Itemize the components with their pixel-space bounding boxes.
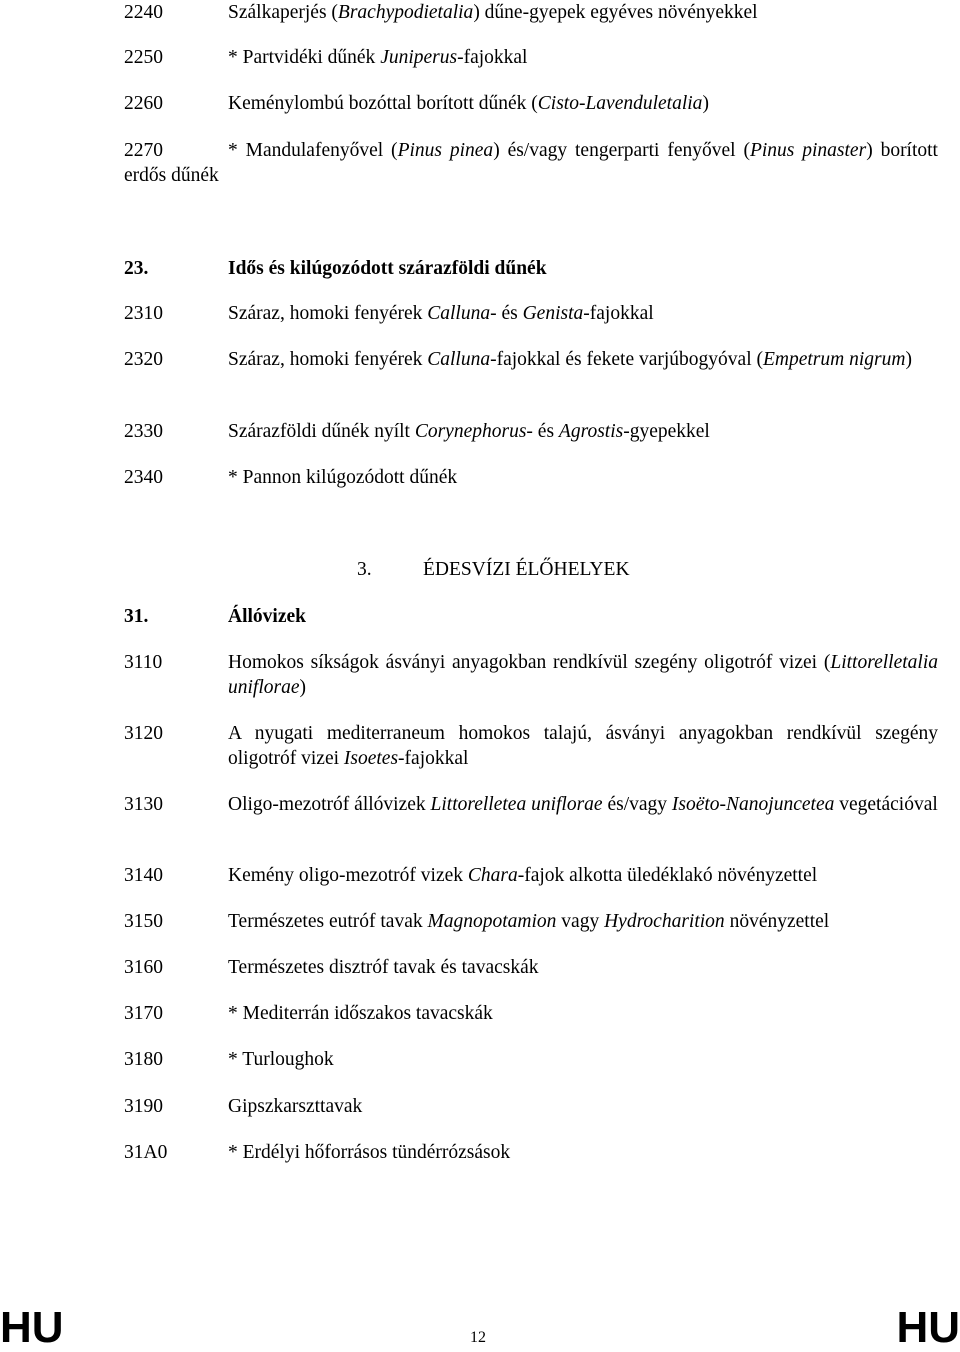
chapter-title: ÉDESVÍZI ÉLŐHELYEK [423,559,630,580]
italic-text-run: Chara [467,865,518,886]
text-run: és/vagy [602,794,672,815]
section-number: 31. [124,606,149,627]
habitat-entry-2260 [124,91,938,116]
habitat-code: 2260 [124,93,163,114]
text-run: Száraz, homoki fenyérek [228,349,428,370]
text-run: Szálkaperjés ( [228,2,338,23]
habitat-entry-3190 [124,1094,938,1119]
italic-text-run: Magnopotamion [427,911,557,932]
section-heading-31 [124,604,306,629]
text-run: Oligo-mezotróf állóvizek [228,794,431,815]
text-run: -fajokkal [457,47,528,68]
italic-text-run: Empetrum nigrum [762,349,906,370]
chapter-heading [357,557,630,582]
habitat-description [228,349,912,370]
footer-country-code-right: HU [896,1303,960,1352]
section-number: 23. [124,258,149,279]
habitat-code: 3130 [124,794,163,815]
habitat-entry-3140 [124,863,938,888]
habitat-code: 3150 [124,911,163,932]
habitat-entry-2240 [124,0,938,25]
italic-text-run: Isoetes [343,748,399,769]
text-run: Homokos síkságok ásványi anyagokban rendkívül szegény oligotróf vizei ( [228,652,831,673]
text-run: ) borított erdős dűnék [124,140,938,186]
text-run: ) dűne-gyepek egyéves növényekkel [473,2,758,23]
habitat-entry-31A0 [124,1140,938,1165]
italic-text-run: Isoëto-Nanojuncetea [671,794,835,815]
italic-text-run: Pinus pinaster [749,140,867,161]
habitat-description [228,93,709,114]
habitat-description [228,792,938,817]
habitat-entry-3130 [124,792,938,817]
italic-text-run: Agrostis [558,421,624,442]
text-run: -fajok alkotta üledéklakó növényzettel [517,865,818,886]
habitat-entry-2250 [124,45,938,70]
text-run: Természetes disztróf tavak és tavacskák [228,957,539,978]
italic-text-run: Corynephorus [414,421,527,442]
text-run: * Erdélyi hőforrásos tündérrózsások [228,1142,511,1163]
habitat-entry-2330 [124,419,938,444]
text-run: -fajokkal [583,303,654,324]
habitat-code: 3180 [124,1049,163,1070]
habitat-code: 2340 [124,467,163,488]
habitat-code: 3110 [124,652,163,673]
habitat-code: 2250 [124,47,163,68]
text-run: ) [905,349,912,370]
italic-text-run: Littorelletea uniflorae [430,794,603,815]
habitat-description [228,1047,938,1072]
habitat-description [228,1140,938,1165]
text-run: Keménylombú bozóttal borított dűnék ( [228,93,538,114]
habitat-description [228,863,938,888]
text-run: * Mandulafenyővel ( [228,140,398,161]
habitat-code: 2320 [124,349,163,370]
italic-text-run: Calluna [427,303,491,324]
habitat-entry-2310 [124,301,938,326]
text-run: * Mediterrán időszakos tavacskák [228,1003,493,1024]
habitat-code: 2330 [124,421,163,442]
text-run: - és [490,303,523,324]
italic-text-run: Littorelletalia uniflorae [228,652,938,698]
habitat-code: 3190 [124,1096,163,1117]
italic-text-run: Genista [522,303,584,324]
text-run: - és [526,421,559,442]
habitat-code: 31A0 [124,1142,168,1163]
habitat-entry-2320 [124,347,938,372]
text-run: vagy [556,911,605,932]
habitat-description [228,467,457,488]
habitat-description [228,650,938,700]
habitat-description [228,47,527,68]
section-title: Idős és kilúgozódott szárazföldi dűnék [228,258,547,279]
italic-text-run: Hydrocharition [604,911,725,932]
italic-text-run: Juniperus [380,47,458,68]
chapter-number: 3. [357,559,372,580]
habitat-description [228,303,654,324]
habitat-description [124,140,938,186]
habitat-entry-3160 [124,955,938,980]
text-run: Kemény oligo-mezotróf vizek [228,865,468,886]
text-run: Gipszkarszttavak [228,1096,363,1117]
habitat-description [228,2,758,23]
habitat-description [228,1094,938,1119]
text-run: * Turloughok [228,1049,334,1070]
italic-text-run: Calluna [427,349,491,370]
text-run: * Partvidéki dűnék [228,47,381,68]
habitat-code: 2310 [124,303,163,324]
habitat-entry-3120 [124,721,938,771]
text-run: -fajokkal és fekete varjúbogyóval ( [490,349,763,370]
italic-text-run: Brachypodietalia [337,2,474,23]
habitat-entry-2270 [124,138,938,188]
habitat-entry-3150 [124,909,938,934]
habitat-code: 2240 [124,2,163,23]
habitat-description [228,421,710,442]
section-heading-23 [124,256,547,281]
text-run: Száraz, homoki fenyérek [228,303,428,324]
text-run: növényzettel [724,911,830,932]
italic-text-run: Pinus pinea [397,140,494,161]
text-run: ) [702,93,709,114]
habitat-description [228,955,938,980]
habitat-code: 3120 [124,723,163,744]
text-run: Szárazföldi dűnék nyílt [228,421,415,442]
habitat-code: 3160 [124,957,163,978]
habitat-description [228,721,938,771]
text-run: ) [299,677,306,698]
italic-text-run: Cisto-Lavenduletalia [537,93,703,114]
text-run: -fajokkal [398,748,469,769]
text-run: vegetációval [834,794,938,815]
page-number: 12 [470,1329,486,1346]
habitat-entry-3170 [124,1001,938,1026]
section-title: Állóvizek [228,606,306,627]
habitat-entry-3180 [124,1047,938,1072]
habitat-entry-3110 [124,650,938,700]
text-run: A nyugati mediterraneum homokos talajú, ásványi anyagokban rendkívül szegény oligotróf vizei [228,723,938,769]
habitat-entry-2340 [124,465,938,490]
footer-country-code-left: HU [0,1303,64,1352]
habitat-description [228,1001,938,1026]
text-run: * Pannon kilúgozódott dűnék [228,467,458,488]
habitat-code: 3170 [124,1003,163,1024]
text-run: -gyepekkel [623,421,710,442]
text-run: ) és/vagy tengerparti fenyővel ( [493,140,750,161]
text-run: Természetes eutróf tavak [228,911,428,932]
habitat-code: 2270 [124,140,163,161]
habitat-code: 3140 [124,865,163,886]
habitat-description [228,909,938,934]
